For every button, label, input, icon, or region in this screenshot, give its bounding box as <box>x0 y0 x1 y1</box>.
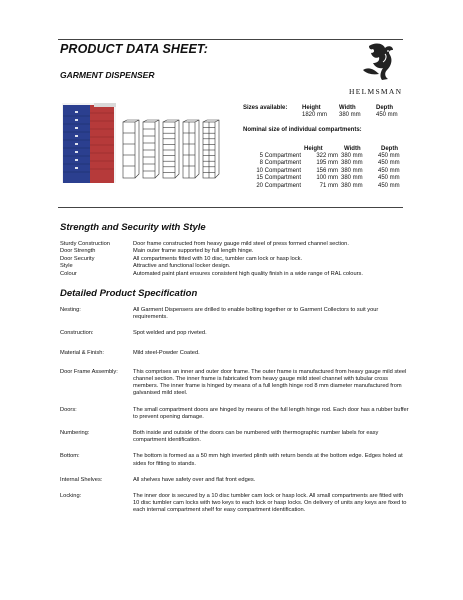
spec-value: All Garment Dispensers are drilled to enable bolting together or to Garment Collectors to suit your requirements. <box>133 307 379 321</box>
comp-header-height: Height <box>304 145 323 152</box>
compartments-table <box>243 145 411 189</box>
comp-height: 71 mm <box>319 182 338 189</box>
comp-depth: 450 mm <box>378 182 400 189</box>
comp-depth: 450 mm <box>378 167 400 174</box>
comp-width: 380 mm <box>341 160 363 167</box>
sizes-value-height: 1820 mm <box>302 111 328 118</box>
spec-value: Spot welded and pop riveted. <box>133 330 207 337</box>
comp-name: 5 Compartment <box>259 153 301 160</box>
table-row <box>243 167 411 174</box>
sizes-value-depth: 450 mm <box>376 111 398 118</box>
spec-value: The small compartment doors are hinged by means of the full length hinge rod. Each door has a rubber buffer to prevent opening damage. <box>133 406 409 420</box>
compartments-label: Nominal size of individual compartments: <box>243 127 362 133</box>
strength-value: All compartments fitted with 10 disc, tumbler cam lock or hasp lock. <box>133 255 303 262</box>
sizes-header-height: Height <box>302 104 321 111</box>
spec-key: Material & Finish: <box>60 349 104 356</box>
list-item <box>60 493 410 515</box>
garment-dispenser-photo <box>62 103 116 183</box>
comp-width: 380 mm <box>341 182 363 189</box>
middle-rule <box>58 207 403 208</box>
strength-key: Sturdy Construction <box>60 241 110 247</box>
comp-header-width: Width <box>344 145 361 152</box>
strength-value: Automated paint plant ensures consistent high quality finish in a wide range of RAL colours. <box>133 270 363 277</box>
comp-name: 20 Compartment <box>256 182 301 189</box>
spec-key: Bottom: <box>60 453 80 460</box>
strength-value: Main outer frame supported by full length hinge. <box>133 248 254 255</box>
spec-key: Nesting: <box>60 307 81 313</box>
list-item <box>60 350 410 357</box>
list-item <box>60 271 400 278</box>
comp-height: 156 mm <box>316 167 338 174</box>
table-row <box>243 175 411 182</box>
sizes-label: Sizes available: <box>243 104 288 111</box>
sizes-header-depth: Depth <box>376 104 393 111</box>
list-item <box>60 256 400 263</box>
spec-value: This comprises an inner and outer door frame. The outer frame is manufactured from heavy gauge mild steel channel section. The inner frame is fabricated from heavy gauge mild steel channel with tubular cross members. The inner frame is hinged by means of a full length hinge rod 8 mm diameter manufactured from galvanised mild steel. <box>133 368 407 397</box>
spec-value: All shelves have safety over and flat front edges. <box>133 476 256 483</box>
sizes-table <box>243 104 406 118</box>
compartment-line-drawings <box>121 118 226 180</box>
comp-name: 8 Compartment <box>259 160 301 167</box>
strength-key: Door Security <box>60 255 95 262</box>
list-item <box>60 453 410 467</box>
comp-width: 380 mm <box>341 153 363 160</box>
list-item <box>60 241 400 248</box>
page-subtitle: GARMENT DISPENSER <box>60 70 155 80</box>
spec-value: Mild steel-Powder Coated. <box>133 349 200 356</box>
comp-height: 195 mm <box>316 160 338 167</box>
spec-key: Doors: <box>60 406 77 413</box>
list-item <box>60 248 400 255</box>
comp-depth: 450 mm <box>378 175 400 182</box>
list-item <box>60 407 410 421</box>
spec-key: Numbering: <box>60 430 90 437</box>
comp-name: 10 Compartment <box>256 167 301 174</box>
comp-width: 380 mm <box>341 167 363 174</box>
strength-heading: Strength and Security with Style <box>60 222 206 233</box>
sizes-header-width: Width <box>339 104 356 111</box>
list-item <box>60 430 410 444</box>
comp-height: 100 mm <box>316 175 338 182</box>
list-item <box>60 263 400 270</box>
comp-header-depth: Depth <box>381 145 398 152</box>
strength-key: Style <box>60 263 73 270</box>
strength-list <box>60 241 400 278</box>
strength-key: Door Strength <box>60 248 96 255</box>
table-row <box>243 182 411 189</box>
spec-heading: Detailed Product Specification <box>60 288 198 299</box>
strength-value: Attractive and functional locker design. <box>133 263 231 270</box>
spec-key: Construction: <box>60 330 94 337</box>
strength-value: Door frame constructed from heavy gauge mild steel of press formed channel section. <box>133 241 349 247</box>
list-item <box>60 369 410 398</box>
list-item <box>60 307 410 321</box>
list-item <box>60 330 410 337</box>
spec-key: Door Frame Assembly: <box>60 368 118 375</box>
sizes-value-width: 380 mm <box>339 111 361 118</box>
spec-list <box>60 307 410 515</box>
spec-value: Both inside and outside of the doors can be numbered with thermographic number labels for easy compartment identification. <box>133 430 379 444</box>
spec-key: Internal Shelves: <box>60 476 103 483</box>
comp-height: 322 mm <box>316 153 338 160</box>
comp-width: 380 mm <box>341 175 363 182</box>
seahorse-logo <box>355 40 405 82</box>
top-rule <box>58 39 403 40</box>
strength-key: Colour <box>60 270 77 277</box>
list-item <box>60 477 410 484</box>
comp-depth: 450 mm <box>378 160 400 167</box>
page-title: PRODUCT DATA SHEET: <box>60 42 208 56</box>
spec-key: Locking: <box>60 493 82 500</box>
comp-depth: 450 mm <box>378 153 400 160</box>
table-row <box>243 152 411 159</box>
spec-value: The bottom is formed as a 50 mm high inverted plinth with return bends at the bottom edge. Edges holed at sides for fitting to stands. <box>133 453 403 467</box>
comp-name: 15 Compartment <box>256 175 301 182</box>
brand-name: HELMSMAN <box>349 87 403 96</box>
table-row <box>243 160 411 167</box>
spec-value: The inner door is secured by a 10 disc tumbler cam lock or hasp lock. All small compartments are fitted with 10 disc tumbler cam locks with two keys to each lock or hasp locks. On delivery of units any keys are fixed to each internal compartment shelf for easy compartment identification. <box>133 493 407 514</box>
